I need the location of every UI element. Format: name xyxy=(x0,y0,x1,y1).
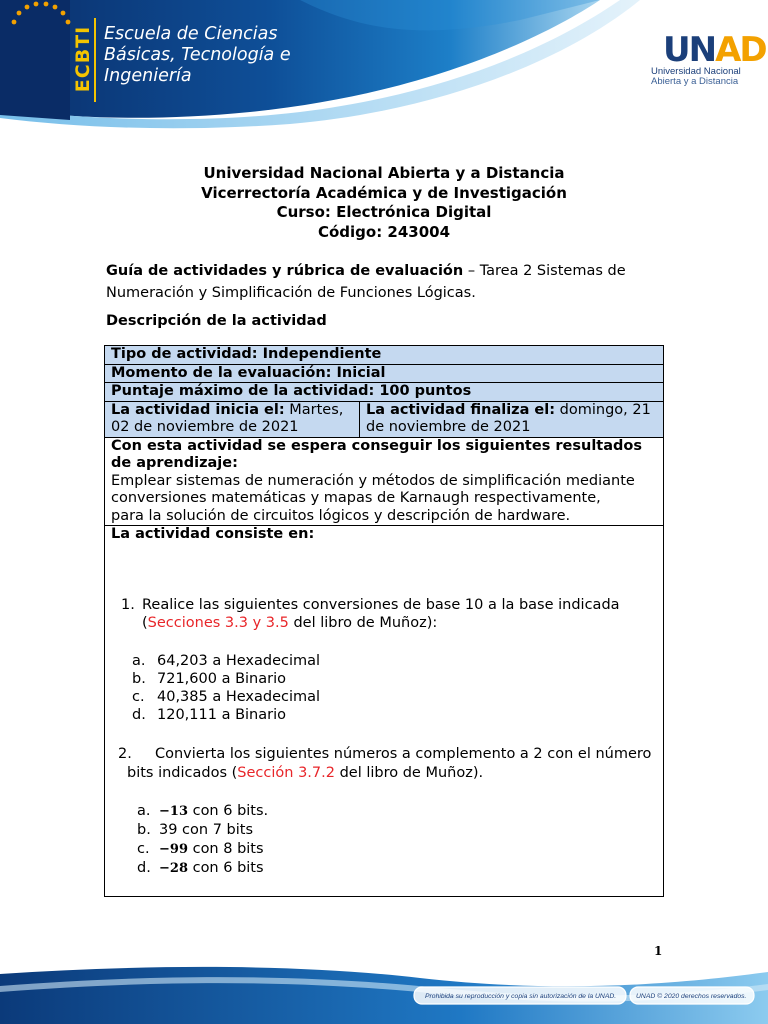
title-university: Universidad Nacional Abierta y a Distancia xyxy=(203,164,565,182)
task2-item-letter: b. xyxy=(137,822,151,838)
title-code: Código: 243004 xyxy=(317,222,451,241)
task1-reference: Secciones 3.3 y 3.5 xyxy=(147,615,289,631)
task1-item-text: 120,111 a Binario xyxy=(157,707,286,723)
guide-title: Guía de actividades y rúbrica de evaluación – Tarea 2 Sistemas de Numeración y Simplificación de Funciones Lógicas. xyxy=(106,263,626,301)
row-evaluation-moment: Momento de la evaluación: Inicial xyxy=(105,365,663,384)
task1-item-letter: b. xyxy=(132,671,146,687)
row-learning-outcomes: Con esta actividad se espera conseguir los siguientes resultados de aprendizaje: Emplear sistemas de numeración y métodos de simplificación mediante conversiones matemáticas y mapas de Karnaugh respectivamente, para la solución de circuitos lógicos y descripción de hardware. xyxy=(105,438,663,527)
ecbti-divider xyxy=(94,18,96,102)
page-number: 1 xyxy=(654,944,663,958)
row-max-score: Puntaje máximo de la actividad: 100 puntos xyxy=(105,383,663,402)
cell-start-date: La actividad inicia el: Martes, 02 de noviembre de 2021 xyxy=(111,401,344,435)
task1-item-letter: a. xyxy=(132,653,146,669)
task2-text-line2: bits indicados (Sección 3.7.2 del libro de Muñoz). xyxy=(127,765,484,781)
task2-text-line1: Convierta los siguientes números a complemento a 2 con el número xyxy=(155,746,652,762)
title-vicerrectoria: Vicerrectoría Académica y de Investigación xyxy=(201,183,567,202)
task1-item-text: 721,600 a Binario xyxy=(157,671,286,687)
task2-item-text: −28 con 6 bits xyxy=(159,860,264,876)
task1-number: 1. xyxy=(121,597,135,613)
task1-text-line2: (Secciones 3.3 y 3.5 del libro de Muñoz): xyxy=(142,615,438,631)
task1-text-line1: Realice las siguientes conversiones de base 10 a la base indicada xyxy=(142,597,620,613)
document-title xyxy=(0,164,768,242)
task1-item-letter: c. xyxy=(132,689,145,705)
task2-item-text: 39 con 7 bits xyxy=(159,822,254,838)
task1-item-text: 64,203 a Hexadecimal xyxy=(157,653,321,669)
unad-logo: UNAD xyxy=(663,30,766,70)
ecbti-vertical-label: ECBTI xyxy=(72,25,94,93)
title-course: Curso: Electrónica Digital xyxy=(276,203,492,221)
task1-item-letter: d. xyxy=(132,707,146,723)
task2-number: 2. xyxy=(118,746,132,762)
header-banner xyxy=(0,0,768,135)
task2-item-letter: d. xyxy=(137,860,151,876)
task2-item-text: −13 con 6 bits. xyxy=(159,803,269,819)
task1-item-text: 40,385 a Hexadecimal xyxy=(157,689,321,705)
description-heading: Descripción de la actividad xyxy=(106,313,327,329)
unad-logo-subtitle: Universidad Nacional Abierta y a Distancia xyxy=(651,66,741,87)
task2-item-text: −99 con 8 bits xyxy=(159,841,264,857)
cell-end-date: La actividad finaliza el: domingo, 21 de noviembre de 2021 xyxy=(359,402,663,437)
task2-reference: Sección 3.7.2 xyxy=(237,765,335,781)
task2-item-letter: c. xyxy=(137,841,150,857)
row-dates xyxy=(105,402,663,438)
unad-dots-arc-icon xyxy=(0,0,92,70)
footer-copyright-notice: Prohibida su reproducción y copia sin autorización de la UNAD. xyxy=(425,993,617,1000)
row-activity-consists: La actividad consiste en: xyxy=(111,526,315,542)
row-activity-type: Tipo de actividad: Independiente xyxy=(105,346,663,365)
school-name: Escuela de Ciencias Básicas, Tecnología e Ingeniería xyxy=(104,24,291,86)
task2-item-letter: a. xyxy=(137,803,151,819)
footer-rights-notice: UNAD © 2020 derechos reservados. xyxy=(636,993,747,1000)
